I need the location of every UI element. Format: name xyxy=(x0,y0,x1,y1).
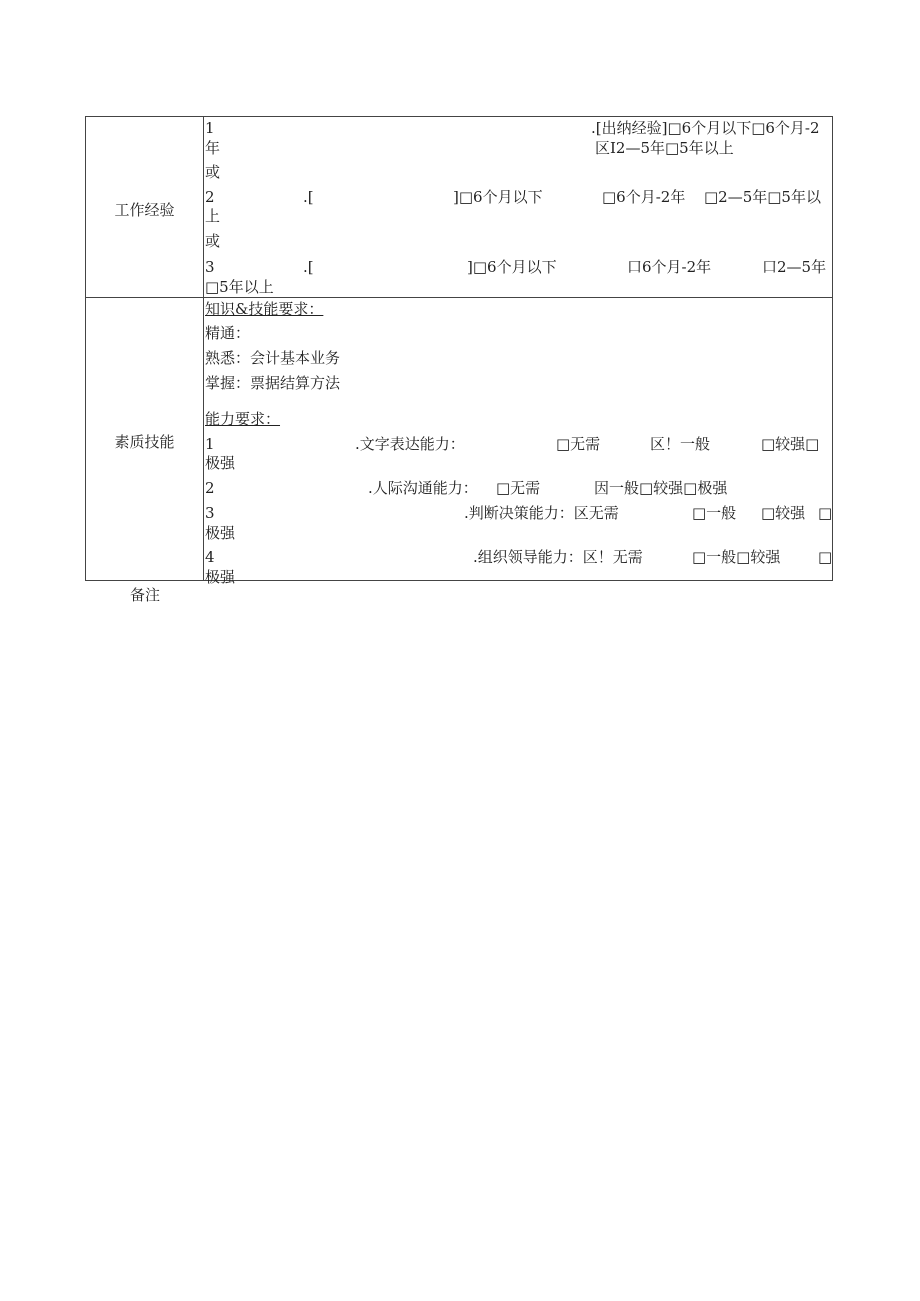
knowledge-familiar: 熟悉：会计基本业务 xyxy=(205,349,341,367)
ability-4-wrap: 极强 xyxy=(205,568,236,586)
work-experience-label: 工作经验 xyxy=(114,201,175,219)
exp-item1-num: 1 xyxy=(205,119,215,137)
exp-or-2: 或 xyxy=(205,232,221,250)
exp-item1-wrap-right: 区I2—5年□5年以上 xyxy=(595,139,734,157)
ability-1-opt2: 区！一般 xyxy=(650,435,711,453)
ability-3-name: .判断决策能力：区无需 xyxy=(464,504,619,522)
ability-2-name: .人际沟通能力： xyxy=(368,479,478,497)
ability-3-opt3: □较强 xyxy=(761,504,806,522)
ability-3-wrap: 极强 xyxy=(205,524,236,542)
ability-2-opt2: 因一般□较强□极强 xyxy=(594,479,728,497)
exp-item3-bracket-open: .[ xyxy=(303,258,314,276)
ability-2-opt1: □无需 xyxy=(496,479,541,497)
exp-item2-wrap: 上 xyxy=(205,207,221,225)
exp-item3-opt2: 口6个月-2年 xyxy=(627,258,712,276)
exp-item3-num: 3 xyxy=(205,258,215,276)
ability-1-name: .文字表达能力： xyxy=(355,435,465,453)
ability-3-num: 3 xyxy=(205,504,215,522)
exp-item2-opt1: ]□6个月以下 xyxy=(453,188,543,206)
ability-4-opt4: □ xyxy=(818,548,833,566)
ability-header: 能力要求： xyxy=(205,410,281,428)
remarks-label: 备注 xyxy=(130,586,161,604)
exp-or-1: 或 xyxy=(205,163,221,181)
knowledge-mastery: 掌握：票据结算方法 xyxy=(205,374,341,392)
ability-3-opt4: □ xyxy=(818,504,833,522)
ability-4-name: .组织领导能力：区！无需 xyxy=(473,548,643,566)
exp-item3-opt3: 口2—5年 xyxy=(762,258,827,276)
ability-1-opt1: □无需 xyxy=(556,435,601,453)
exp-item3-wrap: □5年以上 xyxy=(205,278,274,296)
column-divider xyxy=(203,117,204,580)
ability-1-wrap: 极强 xyxy=(205,454,236,472)
row-divider xyxy=(86,297,832,298)
quality-skills-label: 素质技能 xyxy=(114,433,175,451)
knowledge-proficient: 精通： xyxy=(205,324,251,342)
ability-4-num: 4 xyxy=(205,548,215,566)
ability-2-num: 2 xyxy=(205,479,215,497)
ability-3-opt2: □一般 xyxy=(692,504,737,522)
exp-item1-text: .[出纳经验]□6个月以下□6个月-2 xyxy=(591,119,820,137)
exp-item3-opt1: ]□6个月以下 xyxy=(467,258,557,276)
knowledge-header: 知识&技能要求： xyxy=(205,300,324,318)
ability-1-num: 1 xyxy=(205,435,215,453)
job-requirements-table xyxy=(85,116,833,586)
exp-item2-num: 2 xyxy=(205,188,215,206)
ability-4-opt2: □一般□较强 xyxy=(692,548,781,566)
exp-item2-opt2: □6个月-2年 xyxy=(602,188,686,206)
ability-1-opt3: □较强□ xyxy=(761,435,820,453)
exp-item2-bracket-open: .[ xyxy=(303,188,314,206)
exp-item1-wrap-left: 年 xyxy=(205,139,221,157)
exp-item2-opt3: □2—5年□5年以 xyxy=(704,188,821,206)
